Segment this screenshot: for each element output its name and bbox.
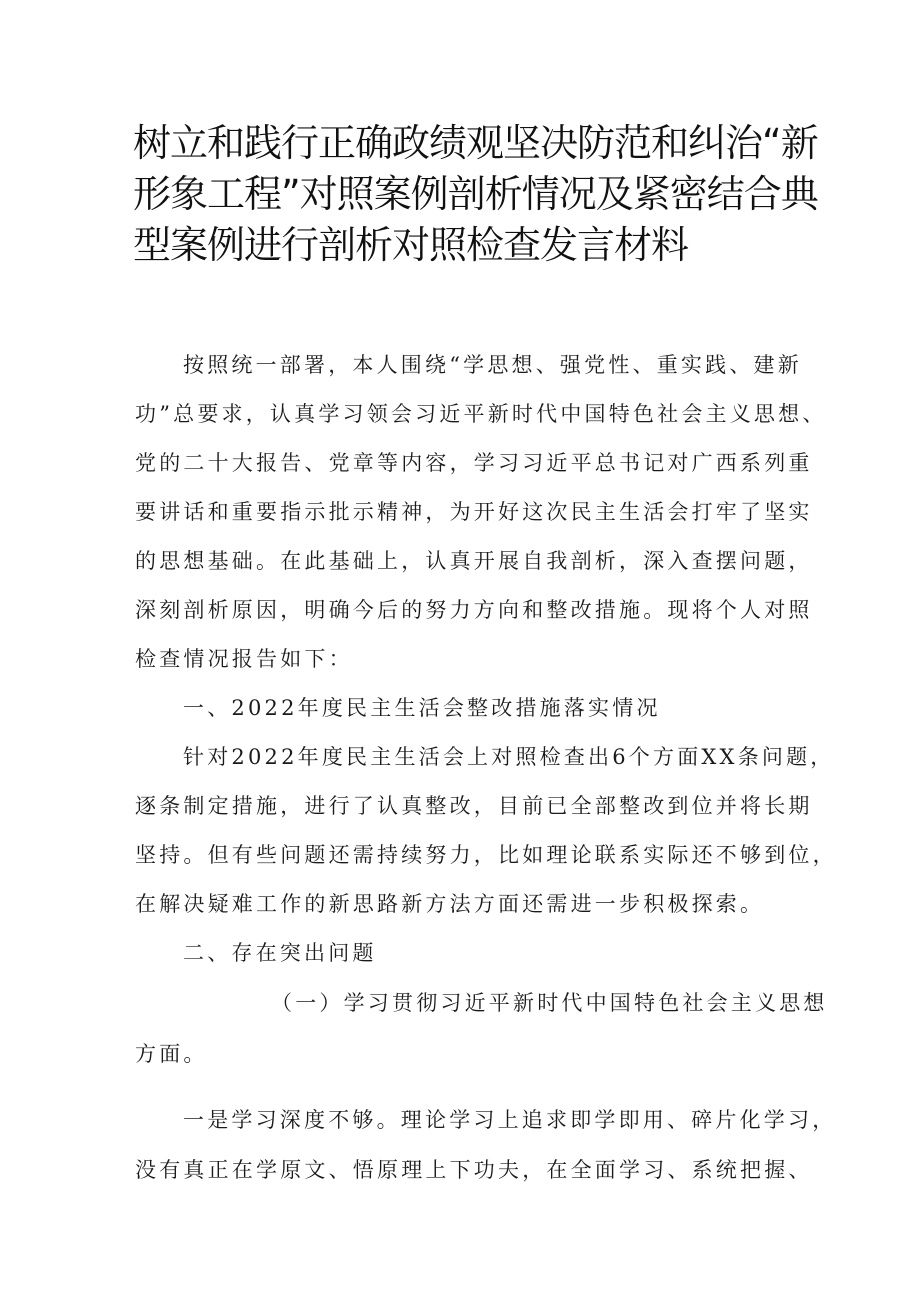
document-title: [133, 118, 818, 271]
section-heading: 二、存在突出问题: [183, 941, 377, 965]
paragraph-line: 坚持。但有些问题还需持续努力，比如理论联系实际还不够到位，: [135, 843, 837, 867]
paragraph-line: 一是学习深度不够。理论学习上追求即学即用、碎片化学习，: [183, 1108, 837, 1132]
paragraph-line: 针对2022年度民主生活会上对照检查出6个方面XX条问题，: [183, 745, 835, 769]
paragraph-line: 深刻剖析原因，明确今后的努力方向和整改措施。现将个人对照: [135, 598, 813, 622]
paragraph-line: 按照统一部署，本人围绕“学思想、强党性、重实践、建新: [183, 353, 802, 377]
subsection-heading: （一）学习贯彻习近平新时代中国特色社会主义思想: [271, 991, 828, 1015]
paragraph-line: 检查情况报告如下：: [135, 647, 353, 671]
subsection-heading-continuation: 方面。: [135, 1042, 208, 1066]
paragraph-line: 要讲话和重要指示批示精神，为开好这次民主生活会打牢了坚实: [135, 500, 813, 524]
title-line: 形象工程”对照案例剖析情况及紧密结合典: [133, 172, 818, 216]
paragraph-line: 的思想基础。在此基础上，认真开展自我剖析，深入查摆问题，: [135, 549, 813, 573]
paragraph-line: 没有真正在学原文、悟原理上下功夫，在全面学习、系统把握、: [135, 1158, 813, 1182]
section-heading: 一、2022年度民主生活会整改措施落实情况: [183, 696, 661, 720]
title-line: 型案例进行剖析对照检查发言材料: [133, 223, 689, 267]
paragraph-line: 党的二十大报告、党章等内容，学习习近平总书记对广西系列重: [135, 451, 813, 475]
title-line: 树立和践行正确政绩观坚决防范和纠治“新: [133, 121, 818, 165]
paragraph-line: 逐条制定措施，进行了认真整改，目前已全部整改到位并将长期: [135, 794, 813, 818]
paragraph-line: 在解决疑难工作的新思路新方法方面还需进一步积极探索。: [135, 892, 765, 916]
paragraph-line: 功”总要求，认真学习领会习近平新时代中国特色社会主义思想、: [135, 402, 827, 426]
